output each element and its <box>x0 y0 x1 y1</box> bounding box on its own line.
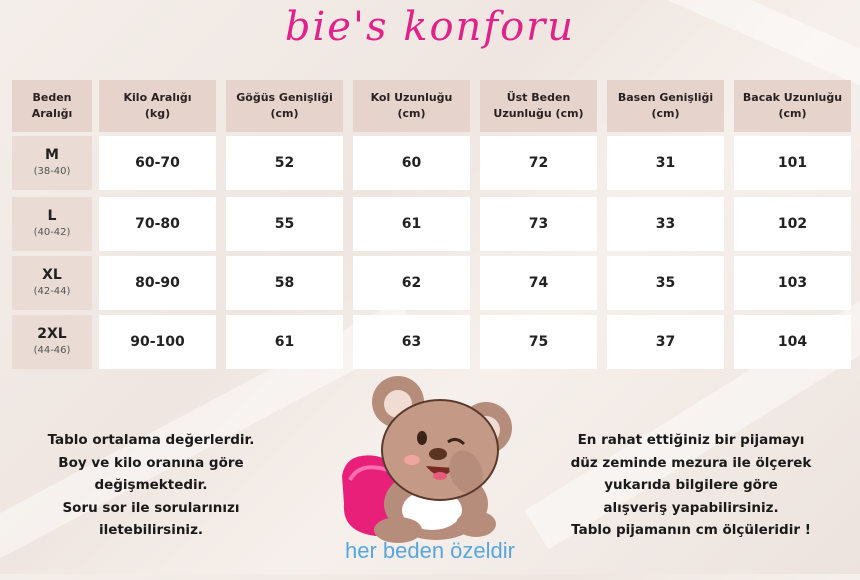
note-line: Soru sor ile sorularınızı <box>62 499 240 516</box>
table-cell: 90-100 <box>99 315 216 369</box>
column-header: Kol Uzunluğu (cm) <box>353 80 470 132</box>
table-cell: 72 <box>480 136 597 190</box>
column-header: Basen Genişliği (cm) <box>607 80 724 132</box>
column-header: Göğüs Genişliği (cm) <box>226 80 343 132</box>
note-line: düz zeminde mezura ile ölçerek <box>570 454 812 471</box>
table-cell: 70-80 <box>99 197 216 251</box>
right-note <box>548 429 834 542</box>
note-line: alışveriş yapabilirsiniz. <box>603 499 779 516</box>
table-cell: 31 <box>607 136 724 190</box>
table-cell: 61 <box>353 197 470 251</box>
left-note <box>30 429 272 542</box>
table-cell: 60 <box>353 136 470 190</box>
table-cell: 35 <box>607 256 724 310</box>
size-label-cell: L (40-42) <box>12 197 92 251</box>
table-cell: 101 <box>734 136 851 190</box>
column-header: Üst Beden Uzunluğu (cm) <box>480 80 597 132</box>
table-cell: 103 <box>734 256 851 310</box>
table-cell: 52 <box>226 136 343 190</box>
table-cell: 58 <box>226 256 343 310</box>
note-line: En rahat ettiğiniz bir pijamayı <box>577 432 805 448</box>
table-cell: 37 <box>607 315 724 369</box>
size-label-cell: M (38-40) <box>12 136 92 190</box>
table-cell: 61 <box>226 315 343 369</box>
table-cell: 74 <box>480 256 597 310</box>
slogan: her beden özeldir <box>344 538 515 563</box>
table-cell: 63 <box>353 315 470 369</box>
size-label-cell: XL (42-44) <box>12 256 92 310</box>
note-line: iletebilirsiniz. <box>98 522 204 538</box>
note-line: yukarıda bilgilere göre <box>604 477 778 493</box>
column-header: Bacak Uzunluğu (cm) <box>734 80 851 132</box>
column-header: Kilo Aralığı (kg) <box>99 80 216 132</box>
table-cell: 104 <box>734 315 851 369</box>
table-cell: 62 <box>353 256 470 310</box>
note-line: Boy ve kilo oranına göre <box>58 454 244 471</box>
table-cell: 75 <box>480 315 597 369</box>
column-header: Beden Aralığı <box>12 80 92 132</box>
brand-title: bie's konforu <box>284 4 576 50</box>
table-cell: 102 <box>734 197 851 251</box>
table-cell: 33 <box>607 197 724 251</box>
table-cell: 73 <box>480 197 597 251</box>
size-label-cell: 2XL (44-46) <box>12 315 92 369</box>
table-cell: 60-70 <box>99 136 216 190</box>
note-line: değişmektedir. <box>94 477 208 493</box>
koala-with-pink-pillow-icon <box>336 372 526 547</box>
table-cell: 80-90 <box>99 256 216 310</box>
note-line: Tablo pijamanın cm ölçüleridir ! <box>571 522 811 538</box>
table-cell: 55 <box>226 197 343 251</box>
note-line: Tablo ortalama değerlerdir. <box>47 432 255 448</box>
